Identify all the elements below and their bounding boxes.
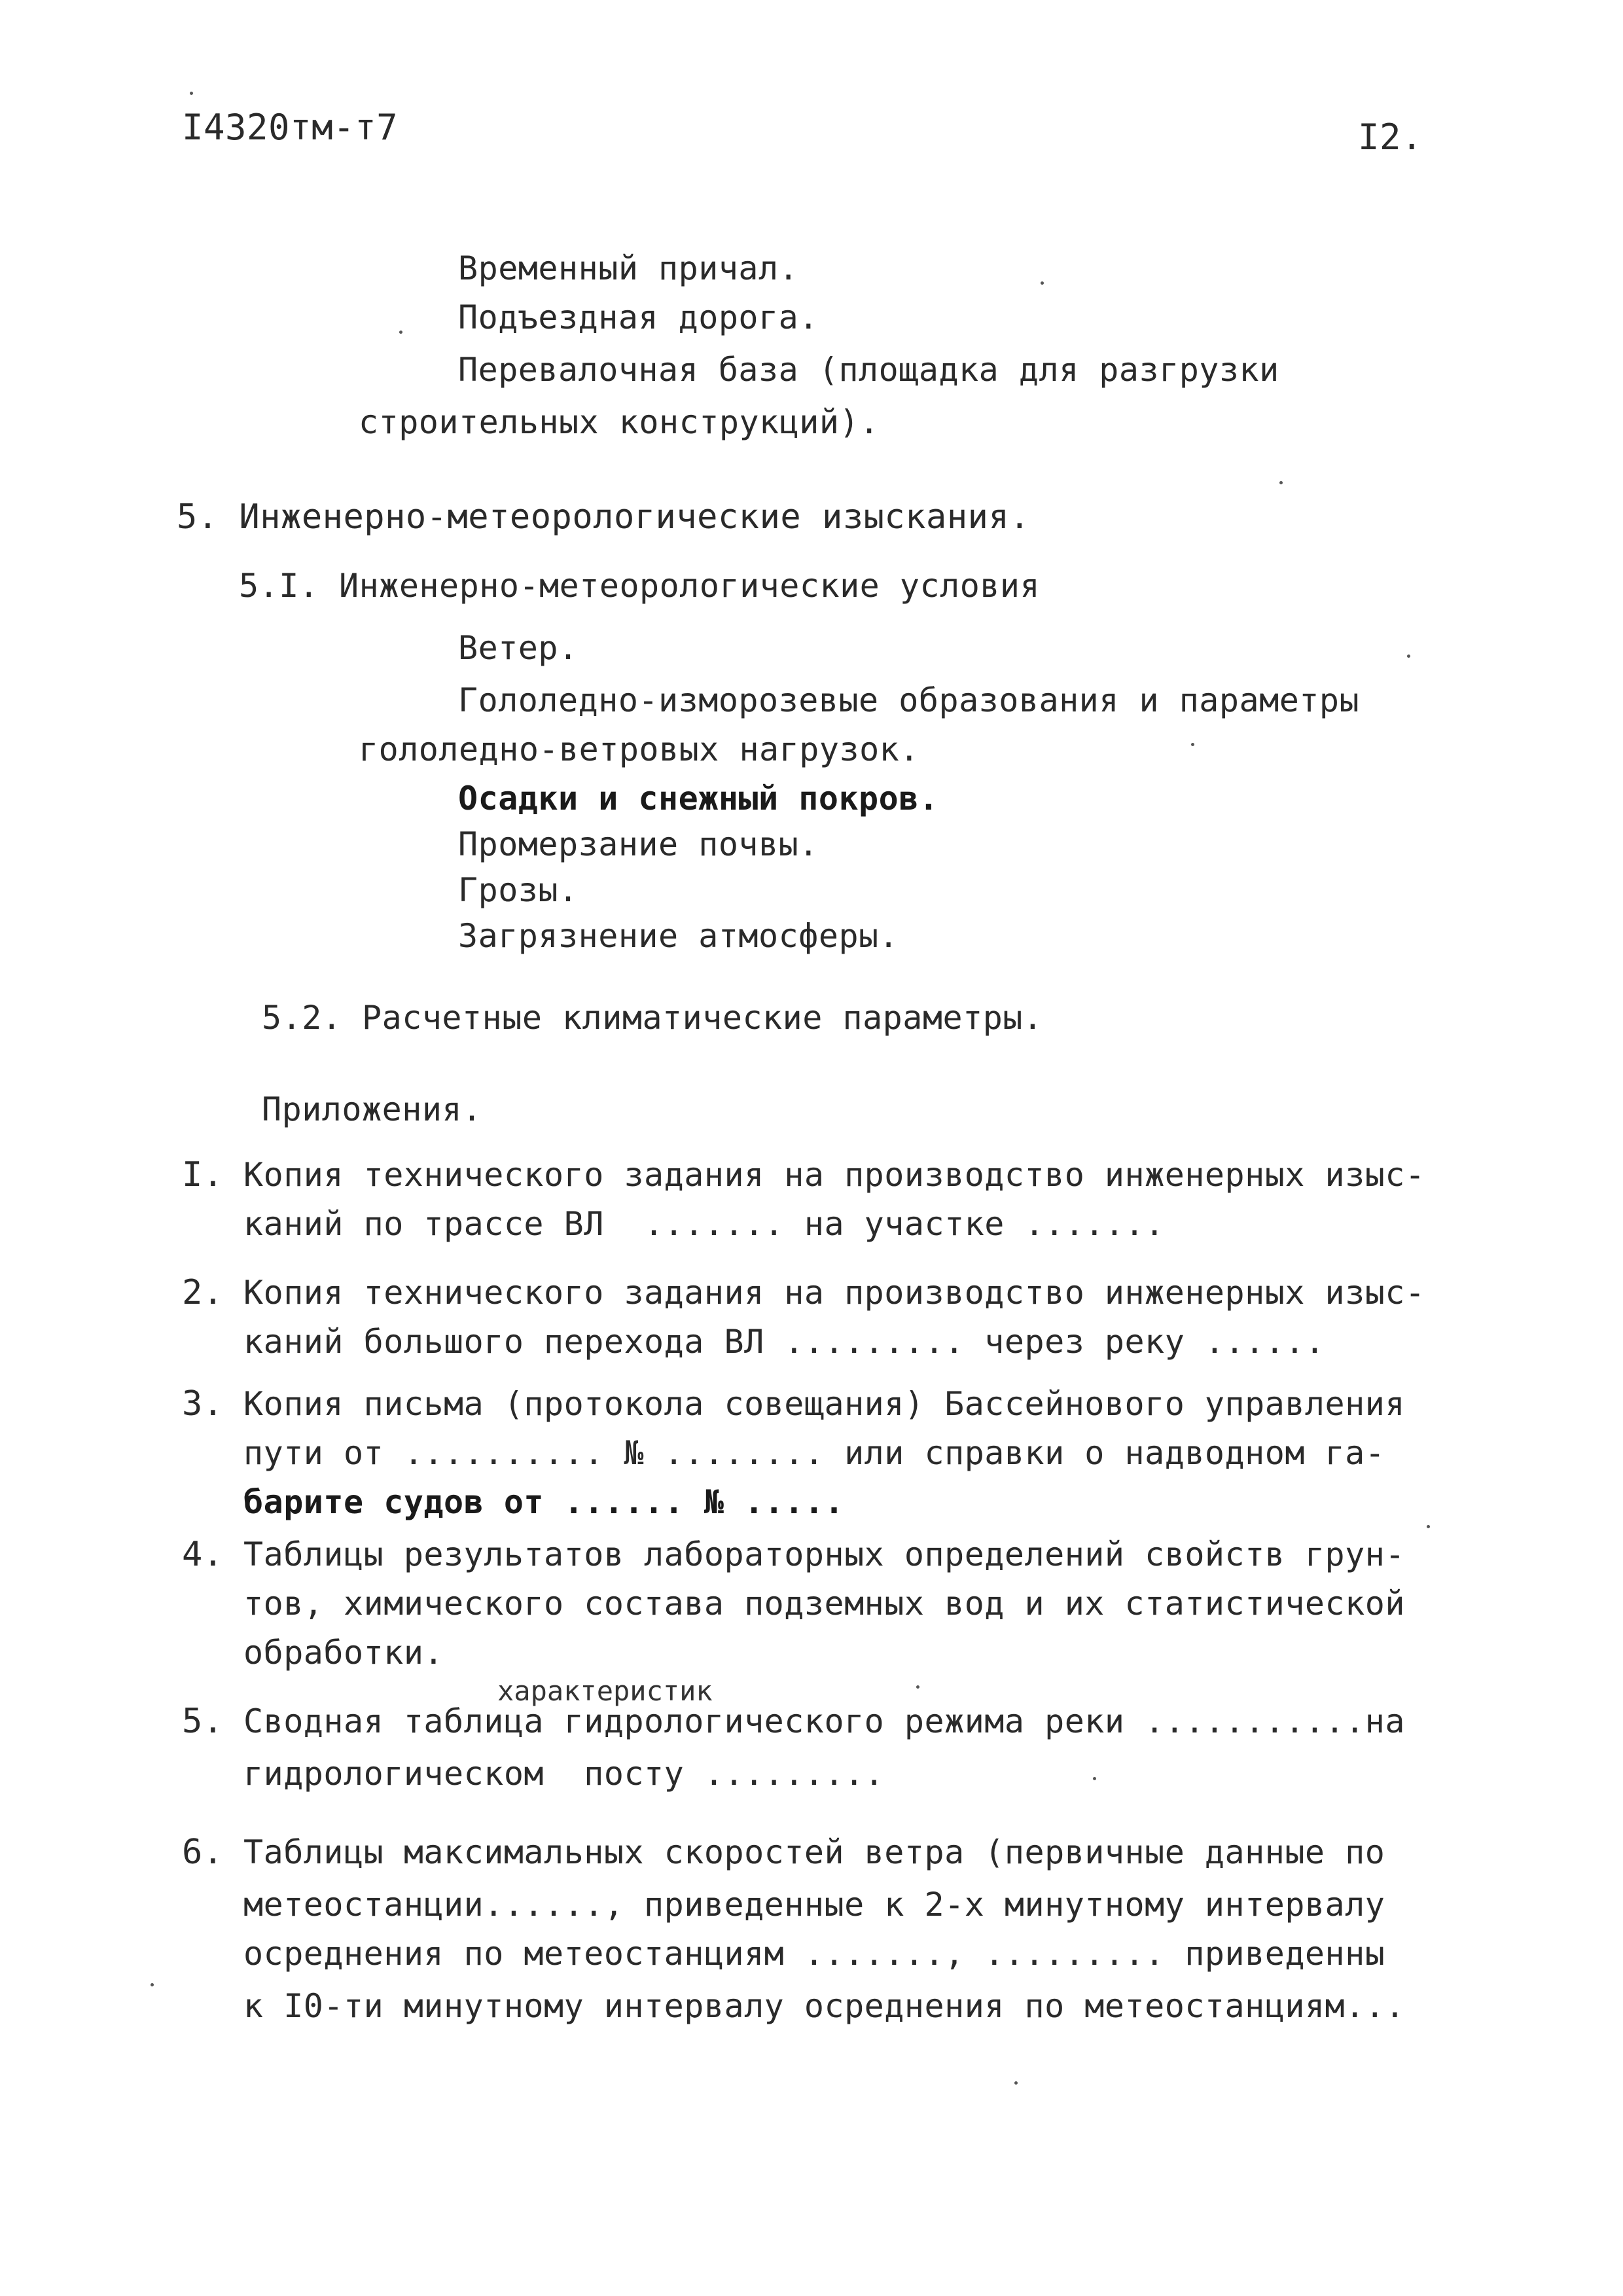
appendix-line: осреднения по метеостанциям ......., ......... приведенны xyxy=(243,1935,1385,1973)
document-code: I4320тм-т7 xyxy=(182,107,399,148)
scan-speck xyxy=(916,1685,919,1689)
page-number: I2. xyxy=(1358,117,1423,158)
subsection-title: 5.I. Инженерно-метеорологические условия xyxy=(239,567,1041,605)
appendix-line: тов, химического состава подземных вод и их статистической xyxy=(243,1585,1405,1623)
scan-speck xyxy=(1014,2081,1018,2085)
scan-speck xyxy=(1427,1525,1430,1528)
appendix-line: Таблицы максимальных скоростей ветра (первичные данные по xyxy=(243,1833,1385,1871)
appendix-line: метеостанции......, приведенные к 2-х минутному интервалу xyxy=(243,1886,1385,1924)
subsection-item: Загрязнение атмосферы. xyxy=(458,917,899,955)
intro-item: Перевалочная база (площадка для разгрузки xyxy=(458,351,1279,389)
appendix-number: 2. xyxy=(182,1273,224,1312)
intro-item: Подъездная дорога. xyxy=(458,298,819,336)
appendix-number: 6. xyxy=(182,1833,224,1872)
appendix-number: I. xyxy=(182,1155,224,1194)
subsection-item: Ветер. xyxy=(458,629,579,667)
inserted-word: характеристик xyxy=(497,1675,713,1707)
appendix-line: Копия письма (протокола совещания) Бассейнового управления xyxy=(243,1385,1405,1423)
subsection-item: Промерзание почвы. xyxy=(458,825,819,863)
appendix-number: 4. xyxy=(182,1535,224,1574)
scan-speck xyxy=(1279,481,1283,484)
scan-speck xyxy=(1191,743,1194,746)
subsection-item: Грозы. xyxy=(458,871,579,909)
appendix-number: 5. xyxy=(182,1702,224,1741)
scan-speck xyxy=(399,331,402,334)
scan-speck xyxy=(1407,655,1410,658)
scan-speck xyxy=(151,1983,154,1986)
subsection-title: 5.2. Расчетные климатические параметры. xyxy=(262,999,1043,1037)
intro-item: строительных конструкций). xyxy=(359,403,880,441)
subsection-item: гололедно-ветровых нагрузок. xyxy=(359,730,919,768)
appendix-line: пути от .......... № ........ или справки о надводном га- xyxy=(243,1434,1385,1472)
appendix-line: Сводная таблица гидрологического режима реки ...........на xyxy=(243,1702,1405,1740)
appendix-line: гидрологическом посту ......... xyxy=(243,1755,885,1793)
appendix-line: барите судов от ...... № ..... xyxy=(243,1483,845,1521)
subsection-item: Гололедно-изморозевые образования и параметры xyxy=(458,681,1360,719)
appendices-title: Приложения. xyxy=(262,1090,482,1128)
intro-item: Временный причал. xyxy=(458,249,799,287)
appendix-line: Копия технического задания на производство инженерных изыс- xyxy=(243,1156,1425,1194)
appendix-line: Копия технического задания на производство инженерных изыс- xyxy=(243,1274,1425,1312)
appendix-line: каний большого перехода ВЛ ......... через реку ...... xyxy=(243,1323,1325,1361)
appendix-number: 3. xyxy=(182,1384,224,1424)
subsection-item: Осадки и снежный покров. xyxy=(458,780,939,817)
appendix-line: каний по трассе ВЛ ....... на участке ....... xyxy=(243,1205,1165,1243)
section-title: 5. Инженерно-метеорологические изыскания. xyxy=(177,497,1031,537)
appendix-line: обработки. xyxy=(243,1634,444,1672)
appendix-line: к I0-ти минутному интервалу осреднения по метеостанциям... xyxy=(243,1987,1405,2025)
scan-speck xyxy=(190,92,193,95)
scan-speck xyxy=(1041,281,1044,285)
appendix-line: Таблицы результатов лабораторных определений свойств грун- xyxy=(243,1535,1405,1573)
scan-speck xyxy=(1093,1777,1096,1780)
